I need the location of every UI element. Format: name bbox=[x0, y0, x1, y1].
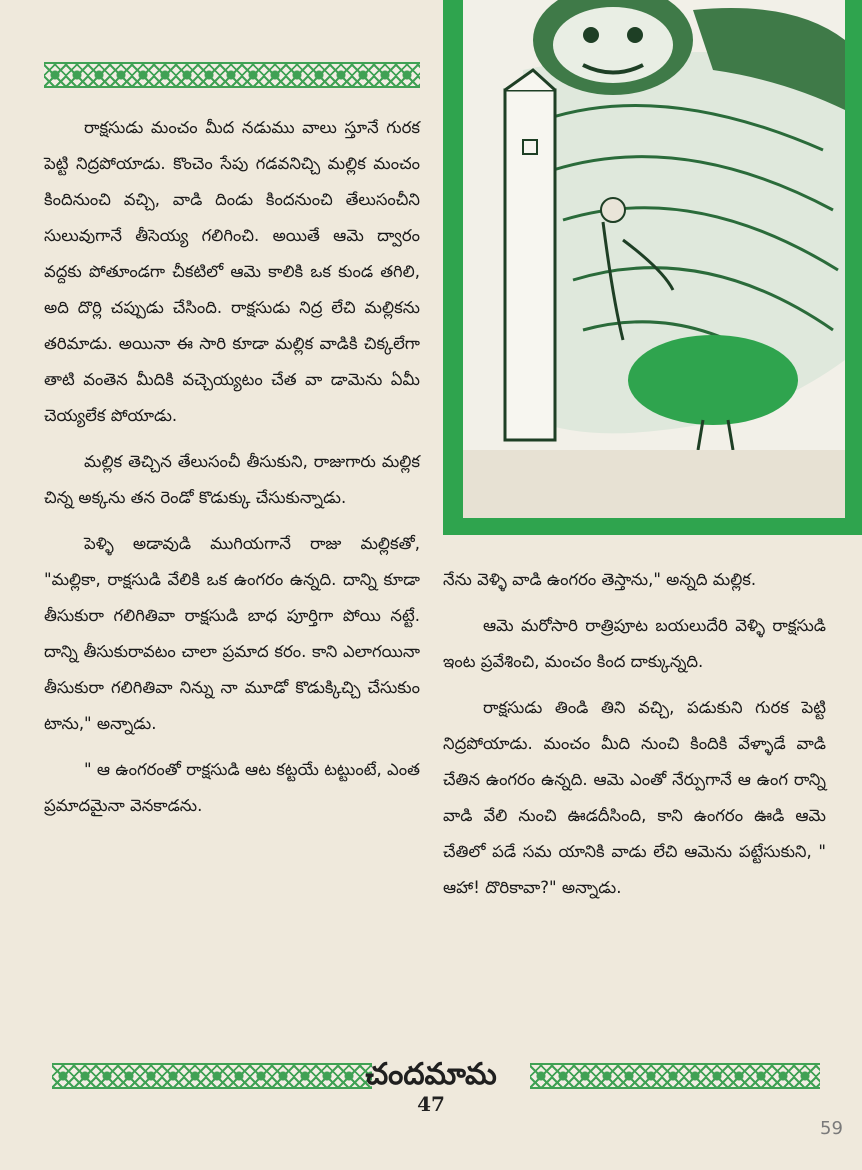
paragraph: ఆమె మరోసారి రాత్రిపూట బయలుదేరి వెళ్ళి రాక్షసుడి ఇంట ప్రవేశించి, మంచం కింద దాక్కున్నది. bbox=[443, 616, 826, 671]
paragraph: రాక్షసుడు తిండి తిని వచ్చి, పడుకుని గురక పెట్టి నిద్రపోయాడు. మంచం మీది నుంచి కిందికి వేళ్ళాడే వాడి చేతిన ఉంగరం ఉన్నది. ఆమె ఎంతో నేర్పుగానే ఆ ఉంగ రాన్ని వాడి వేలి నుంచి ఊడదీసింది, కాని ఉంగరం ఊడి ఆమె చేతిలో పడే సమ యానికి వాడు లేచి ఆమెను పట్టేసుకుని, " ఆహా! దొరికావా?" అన్నాడు. bbox=[443, 698, 826, 897]
page-number: 47 bbox=[417, 1092, 445, 1116]
paragraph: రాక్షసుడు మంచం మీద నడుము వాలు స్తూనే గురక పెట్టి నిద్రపోయాడు. కొంచెం సేపు గడవనిచ్చి మల్లిక మంచం కిందినుంచి వచ్చి, వాడి దిండు కిందనుంచి తేలుసంచీని సులువుగానే తీసెయ్య గలిగించి. అయితే ఆమె ద్వారం వద్దకు పోతూండగా చీకటిలో ఆమె కాలికి ఒక కుండ తగిలి, అది దొర్లి చప్పుడు చేసింది. రాక్షసుడు నిద్ర లేచి మల్లికను తరిమాడు. అయినా ఈ సారి కూడా మల్లిక వాడికి చిక్కలేగా తాటి వంతెన మీదికి వచ్చెయ్యటం చేత వా డామెను ఏమీ చెయ్యలేక పోయాడు. bbox=[44, 118, 420, 425]
margin-mark: 59 bbox=[820, 1118, 843, 1139]
paragraph: పెళ్ళి అడావుడి ముగియగానే రాజు మల్లికతో, "మల్లికా, రాక్షసుడి వేలికి ఒక ఉంగరం ఉన్నది. దాన్ని కూడా తీసుకురా గలిగితివా రాక్షసుడి బాధ పూర్తిగా పోయి నట్టే. దాన్ని తీసుకురావటం చాలా ప్రమాద కరం. కాని ఎలాగయినా తీసుకురా గలిగితివా నిన్ను నా మూడో కొడుక్కిచ్చి చేసుకుం టాను," అన్నాడు. bbox=[44, 534, 420, 733]
story-illustration bbox=[443, 0, 862, 535]
left-text-column bbox=[44, 110, 420, 834]
paragraph: " ఆ ఉంగరంతో రాక్షసుడి ఆట కట్టయే టట్టుంటే, ఎంత ప్రమాదమైనా వెనకాడను. bbox=[44, 760, 420, 815]
illustration-lower-panel bbox=[463, 450, 845, 518]
paragraph: నేను వెళ్ళి వాడి ఉంగరం తెస్తాను," అన్నది మల్లిక. bbox=[443, 570, 757, 589]
paragraph: మల్లిక తెచ్చిన తేలుసంచీ తీసుకుని, రాజుగారు మల్లిక చిన్న అక్కను తన రెండో కొడుక్కు చేసుకున్నాడు. bbox=[44, 452, 420, 507]
magazine-title: చందమామ bbox=[365, 1057, 497, 1092]
right-text-column bbox=[443, 562, 826, 916]
decorative-border-top bbox=[44, 62, 420, 88]
decorative-border-right bbox=[530, 1063, 820, 1089]
page-footer bbox=[40, 1055, 822, 1095]
illustration-artwork bbox=[463, 0, 845, 450]
